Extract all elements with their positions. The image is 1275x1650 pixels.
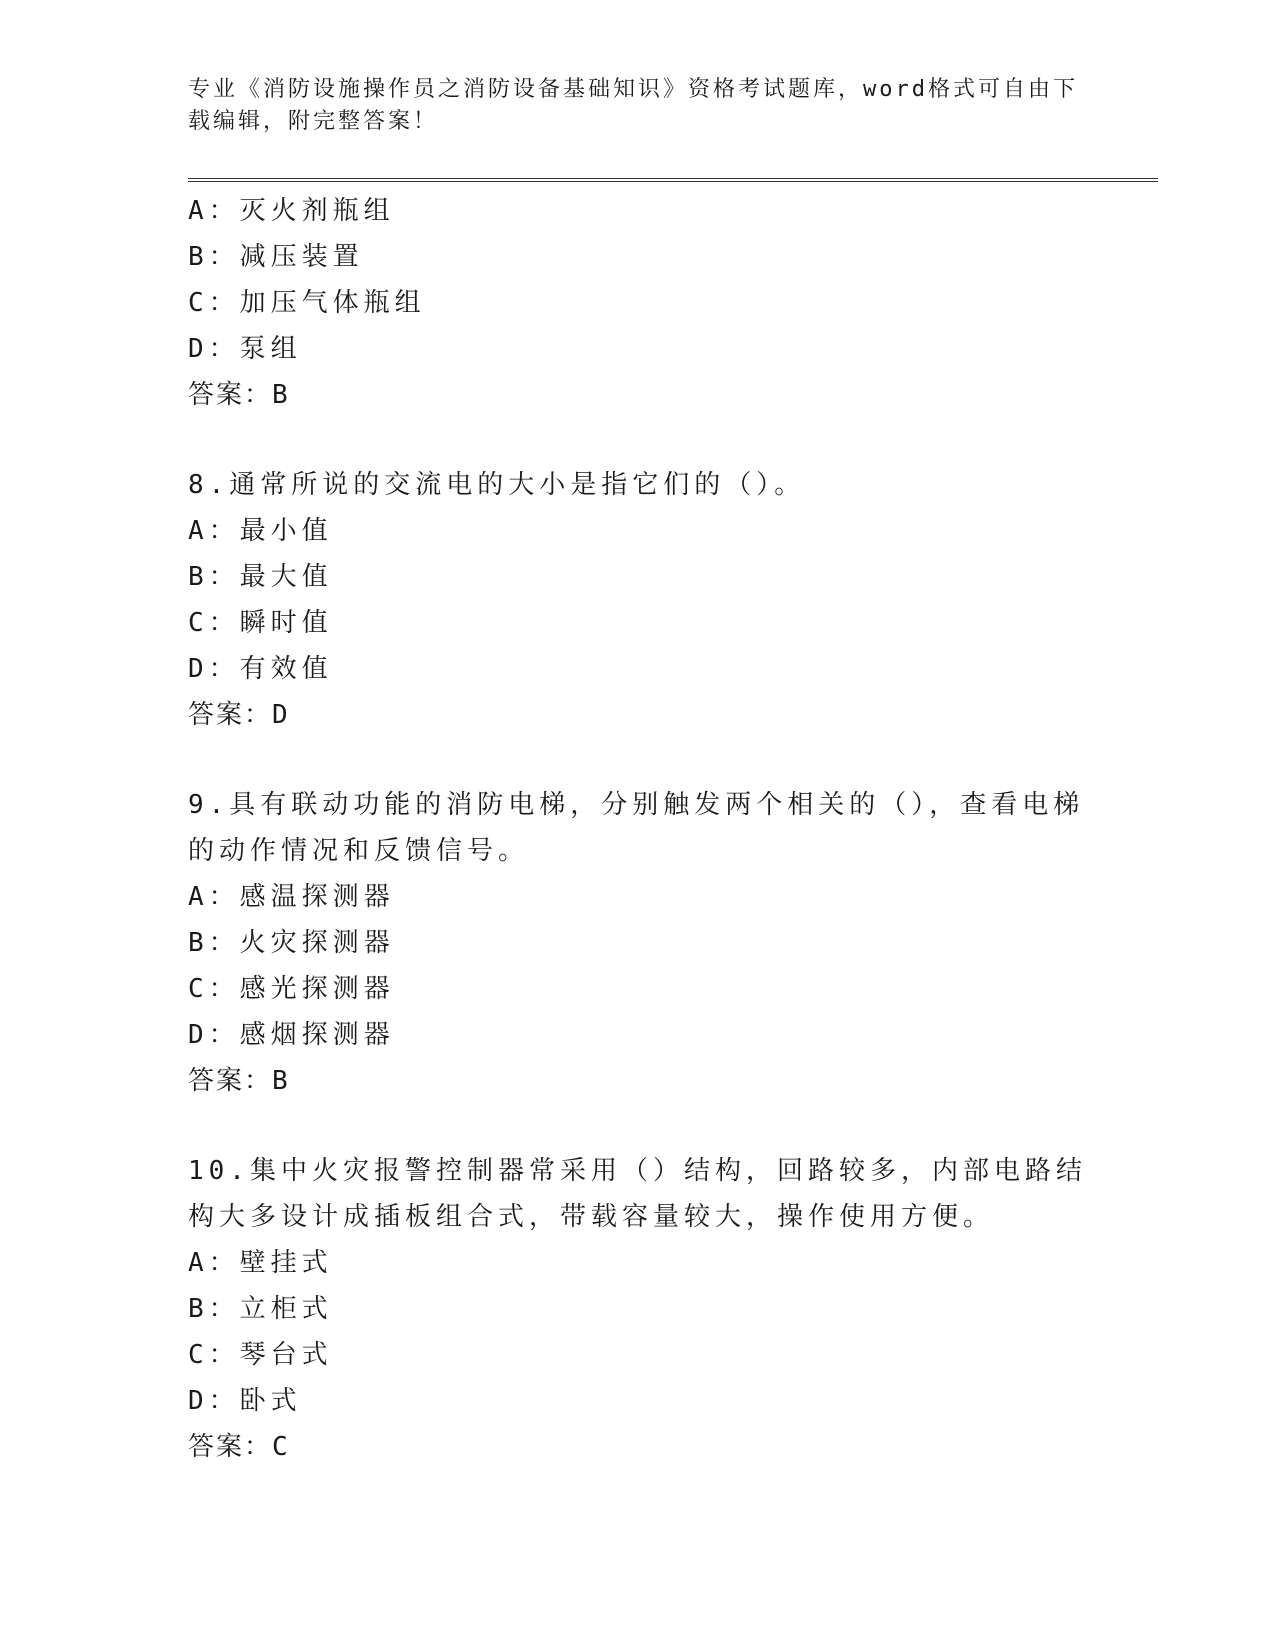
question-text: 8.通常所说的交流电的大小是指它们的（）。 <box>188 470 806 500</box>
option-a: A：最小值 <box>188 516 333 546</box>
question-9 <box>188 782 1088 1104</box>
option-c: C：瞬时值 <box>188 608 333 638</box>
option-c: C：感光探测器 <box>188 974 395 1004</box>
option-a: A：感温探测器 <box>188 882 395 912</box>
option-b: B：立柜式 <box>188 1294 333 1324</box>
header-divider <box>188 178 1158 182</box>
question-8 <box>188 462 1088 738</box>
question-7 <box>188 188 1088 418</box>
option-b: B：最大值 <box>188 562 333 592</box>
option-d: D：感烟探测器 <box>188 1020 395 1050</box>
question-text: 10.集中火灾报警控制器常采用（）结构，回路较多，内部电路结构大多设计成插板组合式，带载容量较大，操作使用方便。 <box>188 1156 1087 1232</box>
option-b: B：减压装置 <box>188 242 364 272</box>
question-text: 9.具有联动功能的消防电梯，分别触发两个相关的（），查看电梯的动作情况和反馈信号。 <box>188 790 1085 866</box>
option-b: B：火灾探测器 <box>188 928 395 958</box>
option-a: A：灭火剂瓶组 <box>188 196 395 226</box>
option-a: A：壁挂式 <box>188 1248 333 1278</box>
option-d: D：泵组 <box>188 334 302 364</box>
option-c: C：琴台式 <box>188 1340 333 1370</box>
question-list <box>188 188 1088 1470</box>
option-c: C：加压气体瓶组 <box>188 288 426 318</box>
answer-line: 答案：C <box>188 1432 290 1462</box>
question-10 <box>188 1148 1088 1470</box>
answer-line: 答案：D <box>188 700 290 730</box>
document-header-note: 专业《消防设施操作员之消防设备基础知识》资格考试题库，word格式可自由下载编辑，附完整答案！ <box>188 77 1078 134</box>
answer-line: 答案：B <box>188 380 290 410</box>
option-d: D：卧式 <box>188 1386 302 1416</box>
option-d: D：有效值 <box>188 654 333 684</box>
answer-line: 答案：B <box>188 1066 290 1096</box>
